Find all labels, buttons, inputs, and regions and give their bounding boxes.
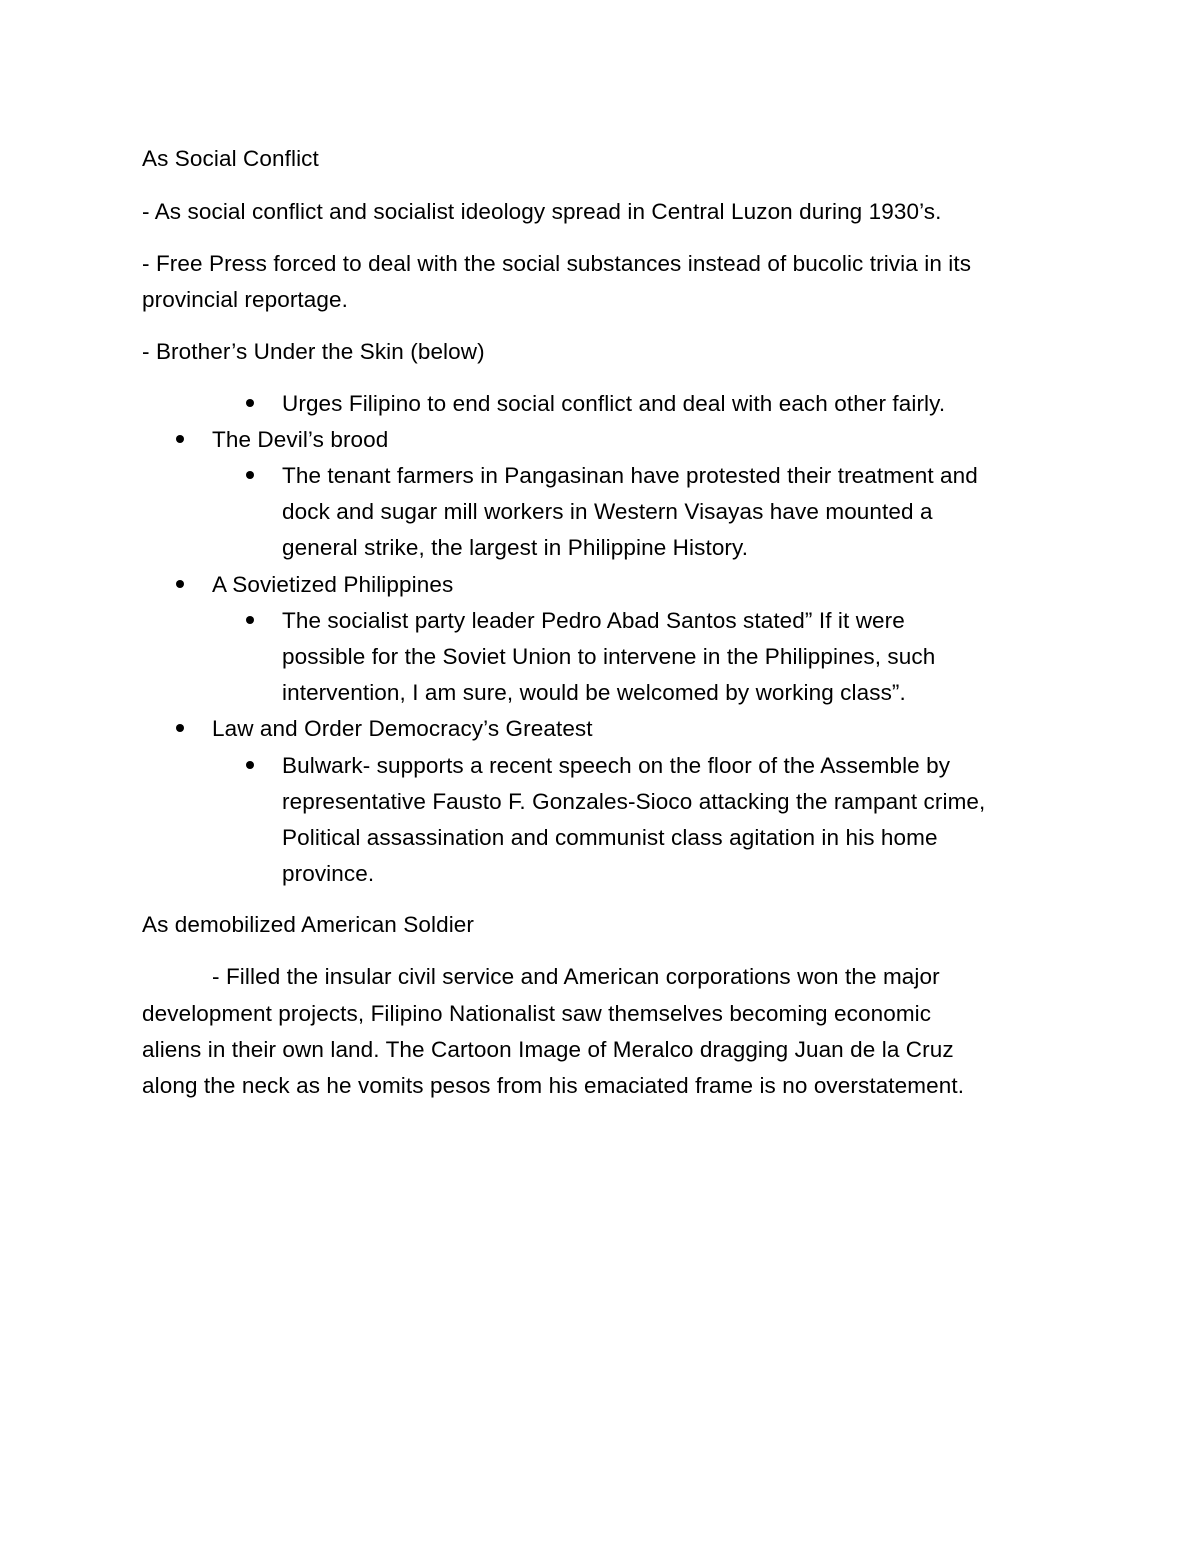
paragraph-insular-service-line-2: development projects, Filipino Nationalist saw themselves becoming economic: [142, 1001, 932, 1026]
sub-item-tenant-farmers-line-1: The tenant farmers in Pangasinan have protested their treatment and: [282, 463, 978, 488]
list-item-devils-brood: The Devil’s brood: [212, 427, 389, 452]
list-item-law-and-order: Law and Order Democracy’s Greatest: [212, 716, 593, 741]
bullet-icon: [246, 471, 254, 479]
sub-item-tenant-farmers-line-3: general strike, the largest in Philippine History.: [282, 535, 749, 560]
list-item-sovietized-philippines: A Sovietized Philippines: [212, 572, 454, 597]
sub-item-tenant-farmers-line-2: dock and sugar mill workers in Western Visayas have mounted a: [282, 499, 933, 524]
bullet-icon: [176, 435, 184, 443]
sub-item-bulwark-line-2: representative Fausto F. Gonzales-Sioco attacking the rampant crime,: [282, 789, 986, 814]
heading-social-conflict: As Social Conflict: [142, 146, 319, 171]
paragraph-free-press-line-2: provincial reportage.: [142, 287, 348, 312]
sub-item-bulwark-line-1: Bulwark- supports a recent speech on the floor of the Assemble by: [282, 753, 951, 778]
bullet-icon: [246, 616, 254, 624]
heading-demobilized-soldier: As demobilized American Soldier: [142, 912, 475, 937]
sub-item-abad-santos-line-1: The socialist party leader Pedro Abad Santos stated” If it were: [282, 608, 905, 633]
paragraph-insular-service-line-3: aliens in their own land. The Cartoon Image of Meralco dragging Juan de la Cruz: [142, 1037, 954, 1062]
sub-item-abad-santos-line-2: possible for the Soviet Union to intervene in the Philippines, such: [282, 644, 936, 669]
paragraph-free-press-line-1: - Free Press forced to deal with the social substances instead of bucolic trivia in its: [142, 251, 972, 276]
bullet-icon: [246, 761, 254, 769]
paragraph-brothers-under-skin: - Brother’s Under the Skin (below): [142, 339, 485, 364]
bullet-icon: [176, 724, 184, 732]
sub-item-bulwark-line-4: province.: [282, 861, 375, 886]
sub-item-abad-santos-line-3: intervention, I am sure, would be welcomed by working class”.: [282, 680, 906, 705]
sub-item-urges-filipino: Urges Filipino to end social conflict and deal with each other fairly.: [282, 391, 946, 416]
bullet-icon: [176, 580, 184, 588]
bullet-icon: [246, 399, 254, 407]
sub-item-bulwark-line-3: Political assassination and communist class agitation in his home: [282, 825, 938, 850]
paragraph-insular-service-line-4: along the neck as he vomits pesos from his emaciated frame is no overstatement.: [142, 1073, 965, 1098]
paragraph-insular-service-line-1: - Filled the insular civil service and American corporations won the major: [212, 964, 940, 989]
paragraph-social-conflict-spread: - As social conflict and socialist ideology spread in Central Luzon during 1930’s.: [142, 199, 942, 224]
